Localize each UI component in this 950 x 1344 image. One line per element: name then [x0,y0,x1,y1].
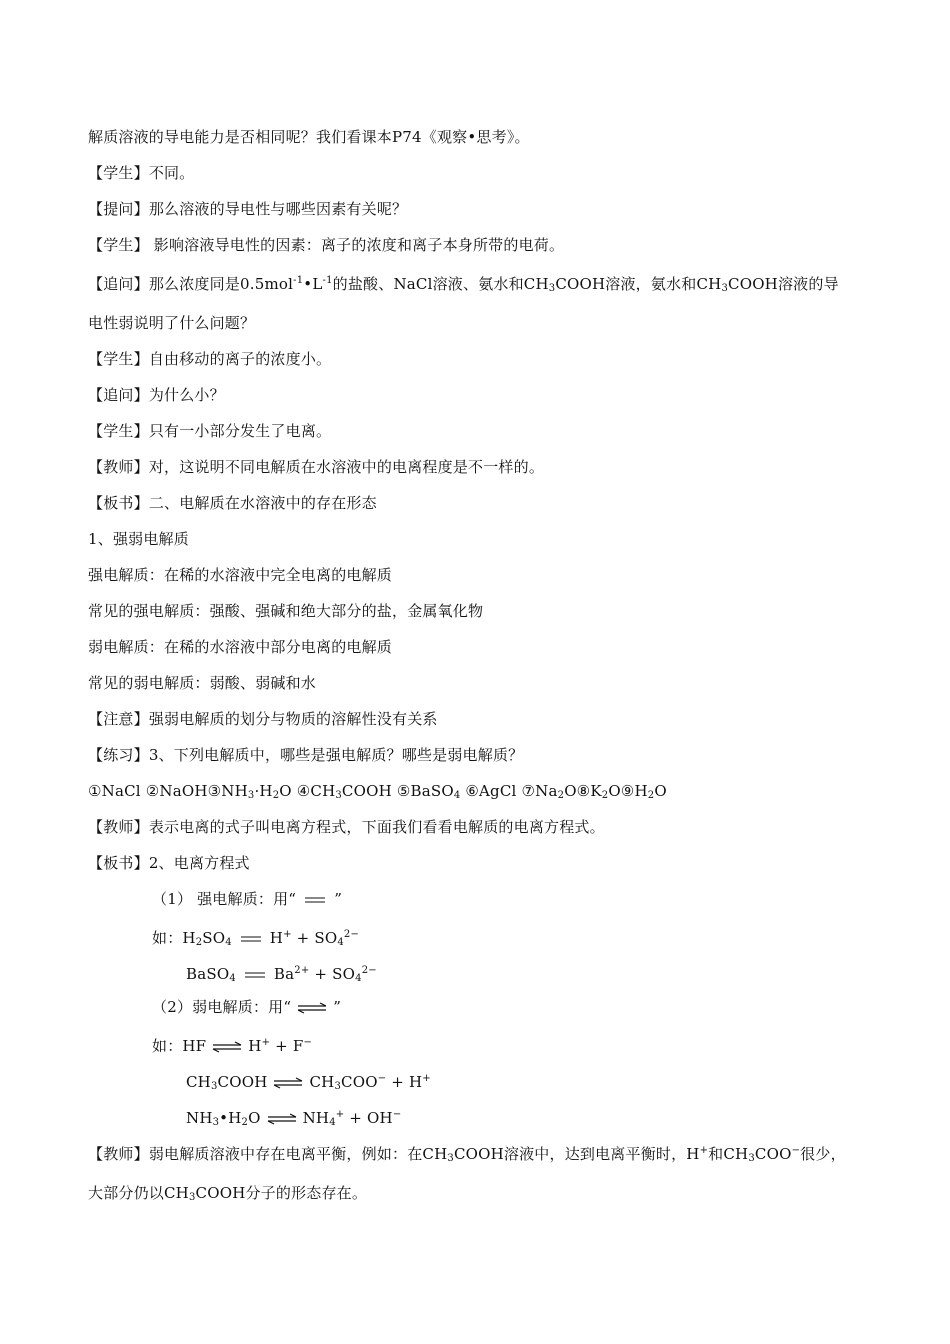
text-line-continued: 电性弱说明了什么问题？ [88,314,256,332]
role-tag: 【板书】 [88,494,149,512]
role-tag: 【提问】 [88,200,149,218]
role-tag: 【板书】 [88,854,149,872]
note-line: 【注意】强弱电解质的划分与物质的溶解性没有关系 [88,710,438,728]
equation-baso4: BaSO$_4$ $Ba^{2+} + SO_4^{2-}$ [186,965,377,984]
role-tag: 【学生】 [88,350,149,368]
common-strong: 常见的强电解质：强酸、强碱和绝大部分的盐，金属氧化物 [88,602,484,620]
board-line-2: 【板书】2、电离方程式 [88,854,250,872]
equation-h2so4: 如：$H_2SO_4$ $H^+ + SO_4^{2-}$ [152,929,360,948]
strong-electrolyte-rule: （1） 强电解质：用“ ” [152,890,343,908]
role-tag: 【学生】 [88,422,149,440]
student-line-4: 【学生】只有一小部分发生了电离。 [88,422,332,440]
student-line-3: 【学生】自由移动的离子的浓度小。 [88,350,332,368]
common-weak: 常见的弱电解质：弱酸、弱碱和水 [88,674,317,692]
equation-hf: 如：HF H+ + F− [152,1037,313,1055]
equilibrium-arrow-icon [267,1113,297,1125]
equilibrium-arrow-icon [297,1002,327,1014]
teacher-line-2: 【教师】表示电离的式子叫电离方程式，下面我们看看电解质的电离方程式。 [88,818,605,836]
equilibrium-arrow-icon [212,1041,242,1053]
text-line-final: 大部分仍以$CH_3COOH$分子的形态存在。 [88,1184,368,1203]
equation-nh3: $NH_3•H_2O$ $NH_4^+ + OH^-$ [186,1109,402,1128]
role-tag: 【教师】 [88,1145,149,1163]
definition-strong: 强电解质：在稀的水溶液中完全电离的电解质 [88,566,393,584]
equals-sign-icon [304,895,326,905]
role-tag: 【练习】 [88,746,149,764]
weak-electrolyte-rule: （2）弱电解质：用“ ” [152,998,342,1016]
equilibrium-arrow-icon [273,1077,303,1089]
role-tag: 【追问】 [88,386,149,404]
definition-weak: 弱电解质：在稀的水溶液中部分电离的电解质 [88,638,393,656]
question-line-1: 【提问】那么溶液的导电性与哪些因素有关呢？ [88,200,408,218]
equation-ch3cooh: $CH_3COOH$ $CH_3COO^- + H^+$ [186,1073,431,1092]
role-tag: 【学生】 [88,164,149,182]
exercise-items: ①NaCl $②NaOH③NH_3\cdot H_2O$ $④CH_3COOH$ ⑤BaSO$_4$ ⑥AgCl $⑦Na_2O⑧K_2O⑨H_2O$ [88,782,667,801]
text-line-1: 解质溶液的导电能力是否相同呢？我们看课本P74《观察•思考》。 [88,128,530,146]
student-line-1: 【学生】不同。 [88,164,195,182]
role-tag: 【教师】 [88,458,149,476]
teacher-line-1: 【教师】对，这说明不同电解质在水溶液中的电离程度是不一样的。 [88,458,545,476]
role-tag: 【注意】 [88,710,149,728]
followup-line-1: 【追问】那么浓度同是$0.5mol^{-1}•L^{-1}$的盐酸、NaCl溶液、氨水和$CH_3COOH$溶液，氨水和$CH_3COOH$溶液的导 [88,275,839,294]
teacher-line-3: 【教师】弱电解质溶液中存在电离平衡，例如：在$CH_3COOH$溶液中，达到电离平衡时，H+和$CH_3COO^-$很少， [88,1145,846,1164]
exercise-line: 【练习】3、下列电解质中，哪些是强电解质？哪些是弱电解质？ [88,746,524,764]
equals-sign-icon [240,934,262,944]
student-line-2: 【学生】 影响溶液导电性的因素：离子的浓度和离子本身所带的电荷。 [88,236,565,254]
role-tag: 【追问】 [88,275,149,293]
section-heading: 1、强弱电解质 [88,530,189,548]
role-tag: 【教师】 [88,818,149,836]
board-line-1: 【板书】二、电解质在水溶液中的存在形态 [88,494,377,512]
role-tag: 【学生】 [88,236,149,254]
equals-sign-icon [244,970,266,980]
followup-line-2: 【追问】为什么小？ [88,386,225,404]
